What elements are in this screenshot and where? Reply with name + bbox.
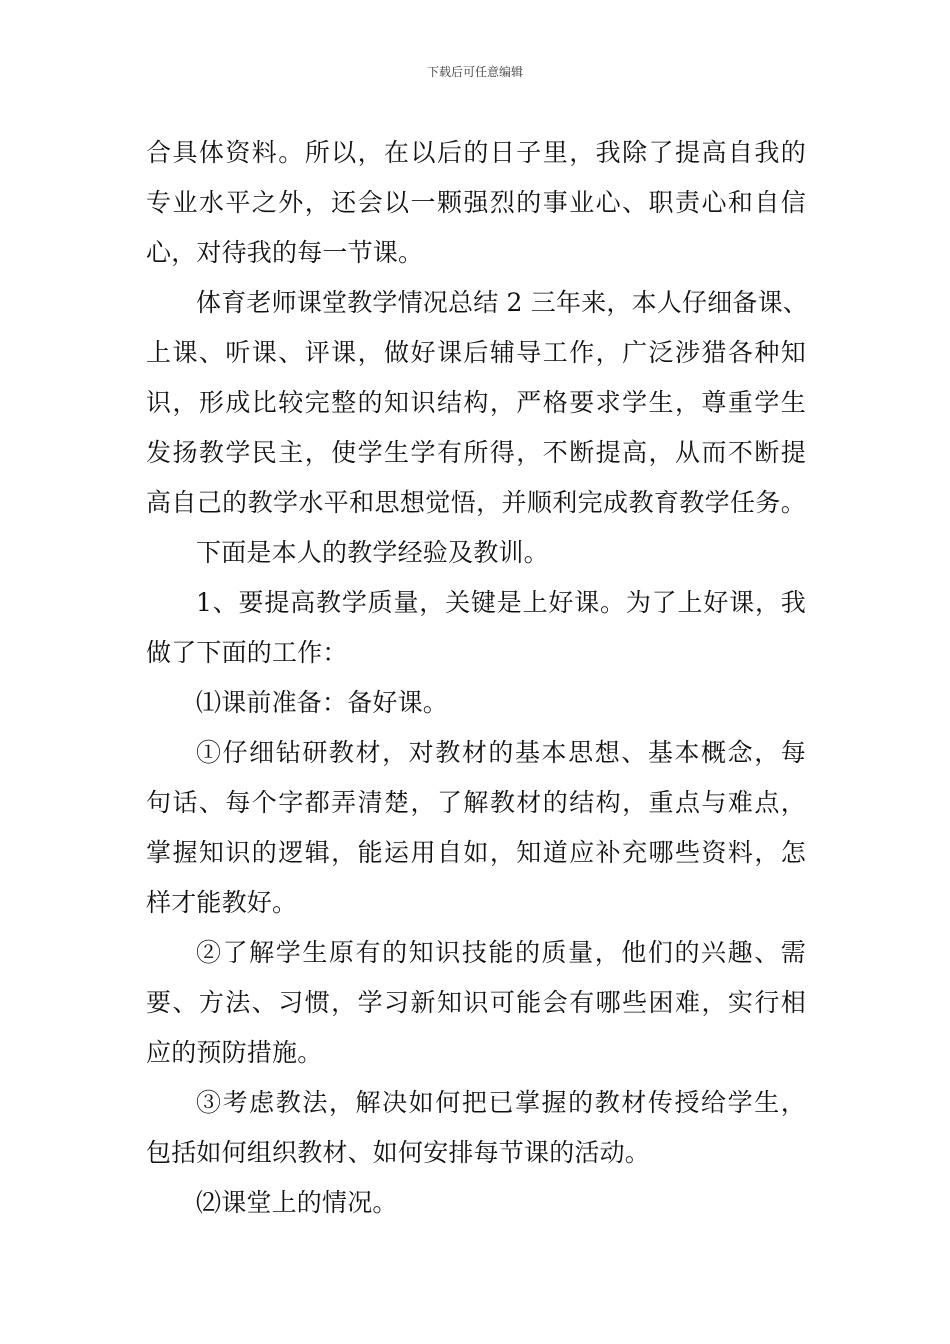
text-line: 句话、每个字都弄清楚，了解教材的结构，重点与难点， (146, 788, 806, 817)
text-line: 包括如何组织教材、如何安排每节课的活动。 (146, 1138, 651, 1167)
text-line: 识，形成比较完整的知识结构，严格要求学生，尊重学生 (146, 388, 806, 417)
text-line: 高自己的教学水平和思想觉悟，并顺利完成教育教学任务。 (146, 488, 806, 517)
text-line: 上课、听课、评课，做好课后辅导工作，广泛涉猎各种知 (146, 338, 806, 367)
text-line: ⑴课前准备：备好课。 (196, 688, 449, 717)
text-line: 掌握知识的逻辑，能运用自如，知道应补充哪些资料，怎 (146, 838, 806, 867)
text-line: ⑵课堂上的情况。 (196, 1188, 398, 1217)
text-line: 心，对待我的每一节课。 (146, 238, 424, 267)
page-header: 下载后可任意编辑 (426, 65, 523, 79)
document-body (146, 128, 809, 1228)
text-line: 专业水平之外，还会以一颗强烈的事业心、职责心和自信 (146, 188, 806, 217)
text-line: 下面是本人的教学经验及教训。 (196, 538, 549, 567)
text-line: ③考虑教法，解决如何把已掌握的教材传授给学生， (196, 1088, 806, 1117)
text-line: 做了下面的工作： (146, 638, 348, 667)
text-line: 要、方法、习惯，学习新知识可能会有哪些困难，实行相 (146, 988, 806, 1017)
text-line: 1、要提高教学质量，关键是上好课。为了上好课，我 (196, 588, 806, 617)
text-line: 发扬教学民主，使学生学有所得，不断提高，从而不断提 (146, 438, 806, 467)
text-line: ②了解学生原有的知识技能的质量，他们的兴趣、需 (196, 938, 806, 967)
text-line: ①仔细钻研教材，对教材的基本思想、基本概念，每 (196, 738, 806, 767)
text-line: 合具体资料。所以，在以后的日子里，我除了提高自我的 (146, 138, 806, 167)
text-line: 样才能教好。 (146, 888, 298, 917)
text-line: 体育老师课堂教学情况总结 2 三年来，本人仔细备课、 (196, 288, 809, 317)
text-line: 应的预防措施。 (146, 1038, 323, 1067)
